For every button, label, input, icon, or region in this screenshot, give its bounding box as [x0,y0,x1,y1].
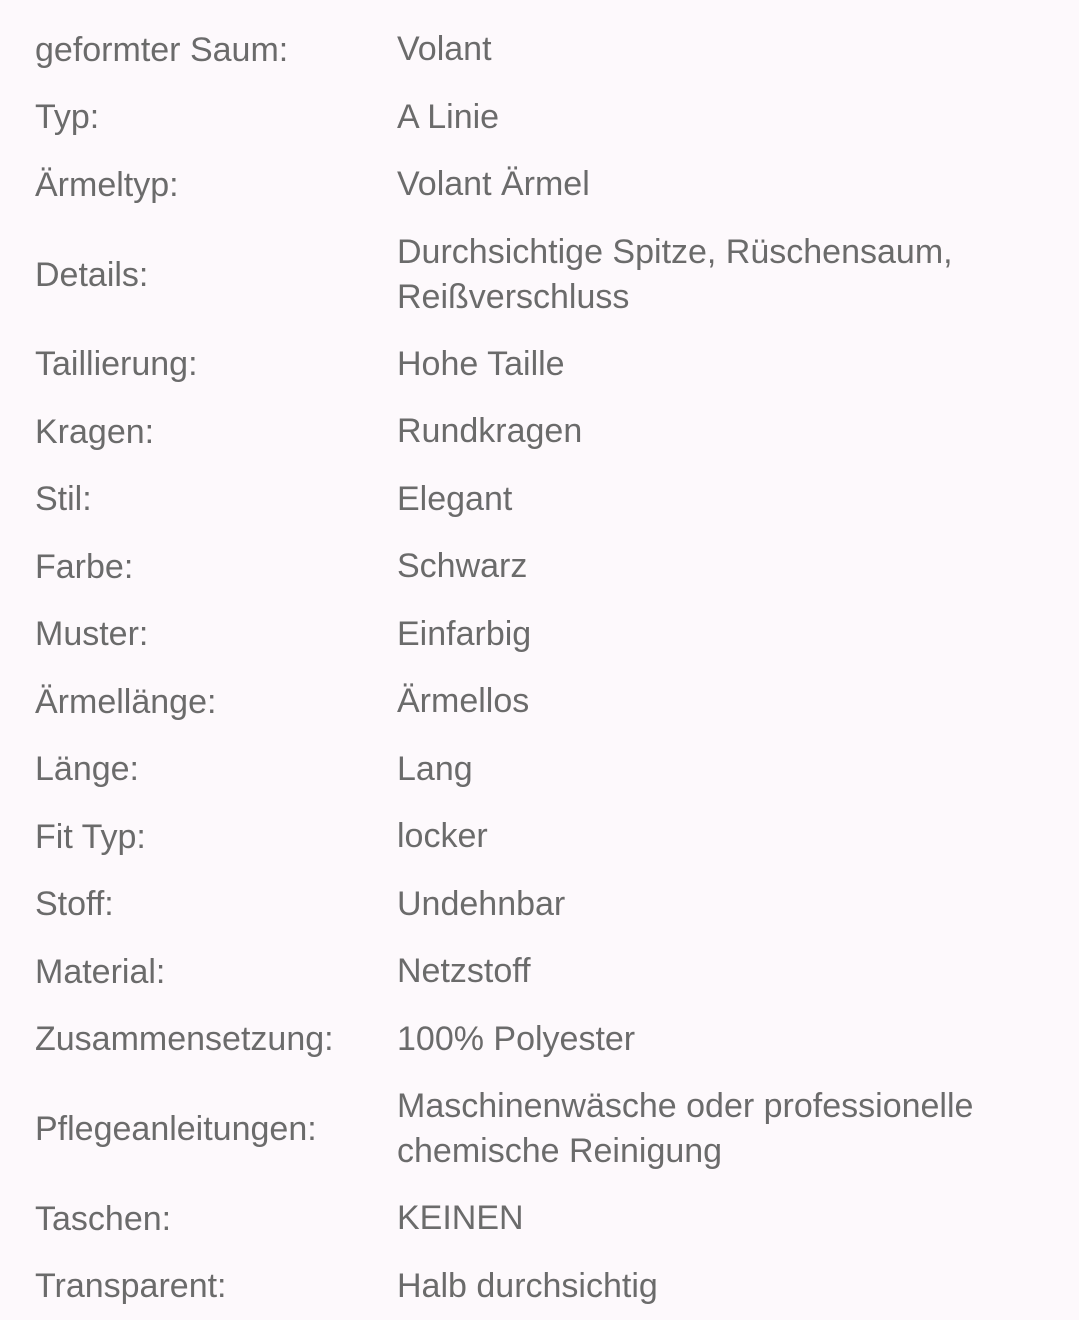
spec-row-collar [35,398,1055,466]
spec-label: geformter Saum: [35,28,397,72]
spec-label: Pflegeanleitungen: [35,1107,397,1151]
spec-value: Ärmellos [397,679,1055,724]
spec-value: 100% Polyester [397,1017,1055,1062]
spec-value: Einfarbig [397,612,1055,657]
spec-value: Hohe Taille [397,342,1055,387]
spec-value: Schwarz [397,544,1055,589]
spec-value: locker [397,814,1055,859]
spec-row-composition [35,1006,1055,1074]
spec-label: Transparent: [35,1264,397,1308]
spec-row-hem [35,16,1055,84]
spec-row-pattern [35,601,1055,669]
spec-value: Durchsichtige Spitze, Rüschensaum, Reißverschluss [397,230,1055,320]
spec-value: Elegant [397,477,1055,522]
spec-value: A Linie [397,95,1055,140]
spec-label: Zusammensetzung: [35,1017,397,1061]
spec-row-material [35,938,1055,1006]
spec-row-transparency [35,1253,1055,1320]
spec-label: Taillierung: [35,342,397,386]
spec-label: Material: [35,950,397,994]
spec-label: Stil: [35,477,397,521]
spec-row-pockets [35,1185,1055,1253]
spec-value: Lang [397,747,1055,792]
spec-label: Stoff: [35,882,397,926]
spec-value: KEINEN [397,1196,1055,1241]
spec-value: Rundkragen [397,409,1055,454]
spec-row-sleeve-length [35,668,1055,736]
spec-label: Kragen: [35,410,397,454]
spec-value: Netzstoff [397,949,1055,994]
spec-label: Länge: [35,747,397,791]
spec-value: Halb durchsichtig [397,1264,1055,1309]
spec-row-color [35,533,1055,601]
spec-row-fabric [35,871,1055,939]
spec-label: Taschen: [35,1197,397,1241]
spec-label: Fit Typ: [35,815,397,859]
spec-row-length [35,736,1055,804]
spec-value: Undehnbar [397,882,1055,927]
spec-row-type [35,84,1055,152]
spec-label: Details: [35,253,397,297]
spec-row-sleeve-type [35,151,1055,219]
product-spec-table [35,16,1055,1320]
spec-label: Typ: [35,95,397,139]
spec-label: Ärmellänge: [35,680,397,724]
spec-row-fit-type [35,803,1055,871]
spec-value: Volant [397,27,1055,72]
spec-row-details [35,219,1055,331]
spec-row-care [35,1073,1055,1185]
spec-row-style [35,466,1055,534]
spec-label: Farbe: [35,545,397,589]
spec-row-waist [35,331,1055,399]
spec-label: Ärmeltyp: [35,163,397,207]
spec-value: Maschinenwäsche oder professionelle chemische Reinigung [397,1084,1055,1174]
spec-label: Muster: [35,612,397,656]
spec-value: Volant Ärmel [397,162,1055,207]
